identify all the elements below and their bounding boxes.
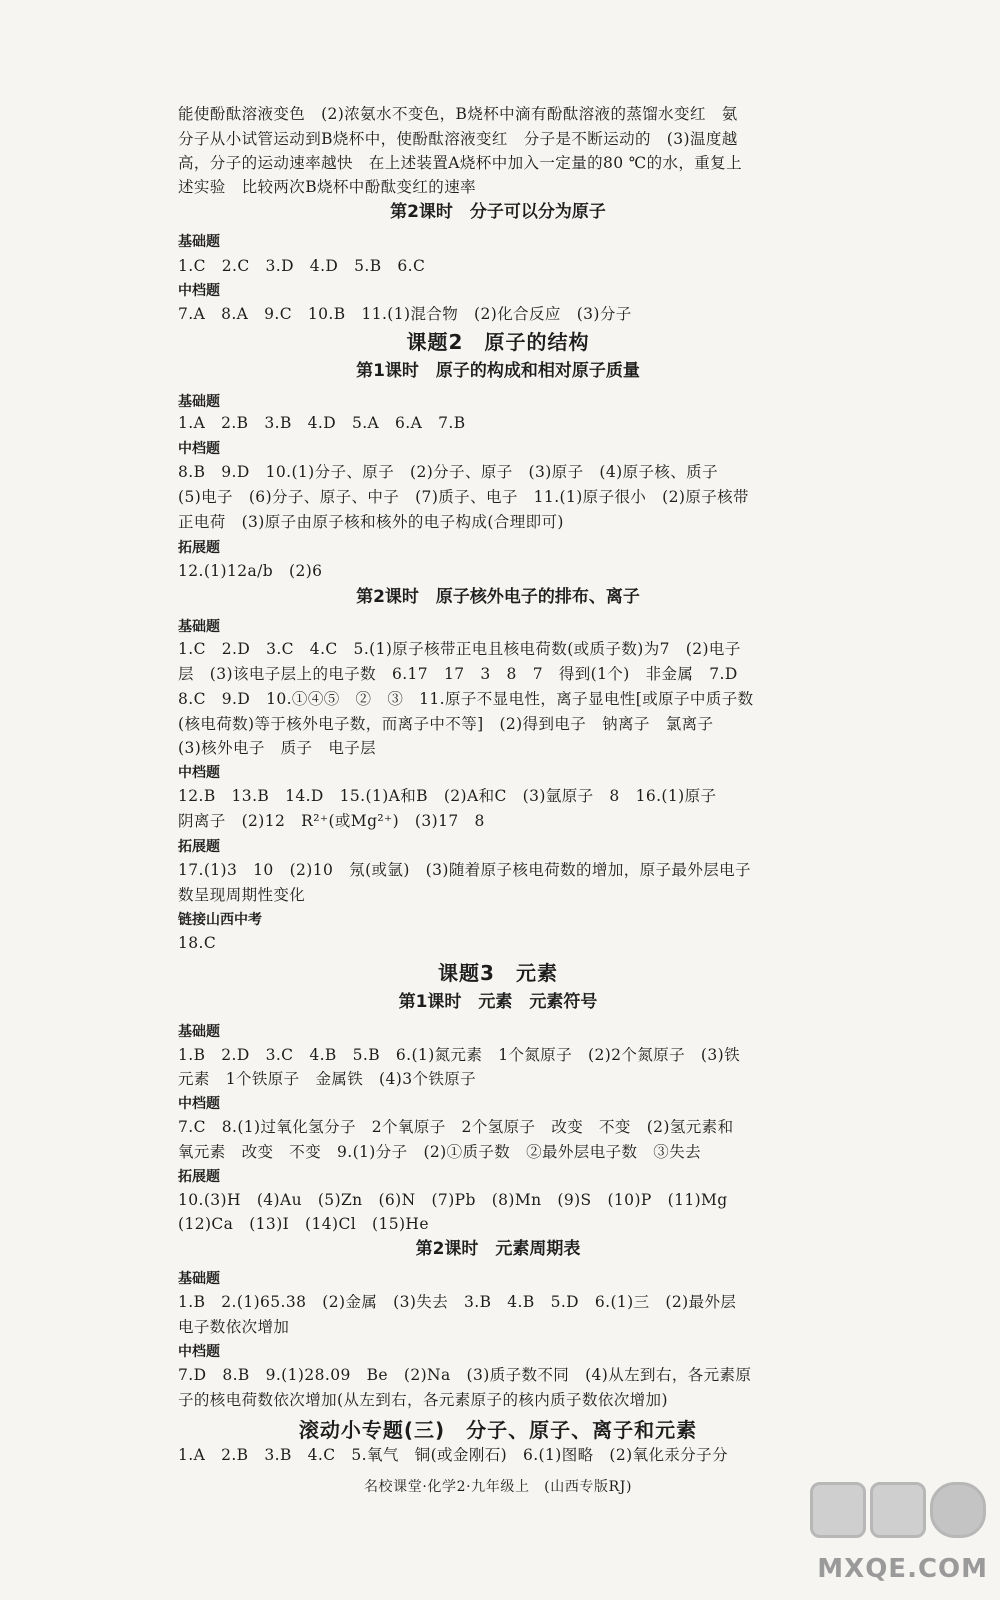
answer-line: 1.C 2.D 3.C 4.C 5.(1)原子核带正电且核电荷数(或质子数)为7 (2)电子	[178, 640, 741, 658]
answer-line: 1.A 2.B 3.B 4.C 5.氧气 铜(或金刚石) 6.(1)图略 (2)氧化汞分子分	[178, 1446, 728, 1464]
level-label: 拓展题	[178, 839, 220, 855]
watermark-mark-icon	[870, 1482, 926, 1538]
page-footer: 名校课堂·化学2·九年级上 (山西专版RJ)	[363, 1479, 633, 1495]
level-label: 中档题	[178, 283, 220, 299]
answer-line: (3)核外电子 质子 电子层	[178, 739, 377, 757]
text-line: 述实验 比较两次B烧杯中酚酞变红的速率	[178, 178, 476, 196]
text-line: 高，分子的运动速率越快 在上述装置A烧杯中加入一定量的80 ℃的水，重复上	[178, 154, 742, 172]
watermark-logo	[802, 1480, 992, 1590]
watermark-text: MXQE.COM	[817, 1554, 988, 1584]
chapter-heading: 滚动小专题(三) 分子、原子、离子和元素	[298, 1418, 698, 1442]
level-label: 基础题	[178, 394, 220, 410]
level-label: 基础题	[178, 1271, 220, 1287]
answer-line: 17.(1)3 10 (2)10 氖(或氩) (3)随着原子核电荷数的增加，原子最外层电子	[178, 861, 751, 879]
answer-line: 8.C 9.D 10.①④⑤ ② ③ 11.原子不显电性，离子显电性[或原子中质子数	[178, 690, 754, 708]
answer-line: 1.A 2.B 3.B 4.D 5.A 6.A 7.B	[178, 414, 466, 432]
level-label: 中档题	[178, 765, 220, 781]
answer-line: (核电荷数)等于核外电子数，而离子中不等] (2)得到电子 钠离子 氯离子	[178, 715, 714, 733]
answer-line: 氧元素 改变 不变 9.(1)分子 (2)①质子数 ②最外层电子数 ③失去	[178, 1143, 702, 1161]
answer-line: 1.C 2.C 3.D 4.D 5.B 6.C	[178, 257, 426, 275]
answer-line: 7.C 8.(1)过氧化氢分子 2个氧原子 2个氢原子 改变 不变 (2)氢元素和	[178, 1118, 734, 1136]
answer-line: 7.A 8.A 9.C 10.B 11.(1)混合物 (2)化合反应 (3)分子	[178, 305, 632, 323]
answer-line: 18.C	[178, 934, 217, 952]
level-label: 中档题	[178, 441, 220, 457]
answer-line: 1.B 2.D 3.C 4.B 5.B 6.(1)氮元素 1个氮原子 (2)2个氮原子 (3)铁	[178, 1046, 740, 1064]
lesson-heading: 第2课时 元素周期表	[415, 1239, 581, 1259]
lesson-heading: 第2课时 分子可以分为原子	[390, 202, 606, 222]
level-label: 基础题	[178, 1024, 220, 1040]
lesson-heading: 第2课时 原子核外电子的排布、离子	[356, 587, 640, 607]
level-label: 拓展题	[178, 1169, 220, 1185]
level-label: 中档题	[178, 1344, 220, 1360]
level-label: 基础题	[178, 234, 220, 250]
answer-line: 10.(3)H (4)Au (5)Zn (6)N (7)Pb (8)Mn (9)S (10)P (11)Mg	[178, 1191, 728, 1209]
answer-line: 数呈现周期性变化	[178, 886, 306, 904]
answer-line: 1.B 2.(1)65.38 (2)金属 (3)失去 3.B 4.B 5.D 6.(1)三 (2)最外层	[178, 1293, 737, 1311]
answer-line: 层 (3)该电子层上的电子数 6.17 17 3 8 7 得到(1个) 非金属 7.D	[178, 665, 738, 683]
answer-line: 电子数依次增加	[178, 1318, 290, 1336]
level-label: 链接山西中考	[178, 912, 262, 928]
answer-line: 12.(1)12a/b (2)6	[178, 562, 323, 580]
chapter-heading: 课题2 原子的结构	[406, 330, 590, 354]
text-line: 能使酚酞溶液变色 (2)浓氨水不变色，B烧杯中滴有酚酞溶液的蒸馏水变红 氨	[178, 105, 738, 123]
lesson-heading: 第1课时 元素 元素符号	[398, 992, 598, 1012]
level-label: 中档题	[178, 1096, 220, 1112]
answer-line: 7.D 8.B 9.(1)28.09 Be (2)Na (3)质子数不同 (4)从左到右，各元素原	[178, 1366, 752, 1384]
answer-line: 正电荷 (3)原子由原子核和核外的电子构成(合理即可)	[178, 513, 564, 531]
chapter-heading: 课题3 元素	[438, 961, 558, 985]
watermark-mark-icon	[930, 1482, 986, 1538]
answer-line: 元素 1个铁原子 金属铁 (4)3个铁原子	[178, 1070, 477, 1088]
answer-line: (12)Ca (13)I (14)Cl (15)He	[178, 1215, 429, 1233]
answer-line: 8.B 9.D 10.(1)分子、原子 (2)分子、原子 (3)原子 (4)原子核、质子	[178, 463, 718, 481]
level-label: 拓展题	[178, 540, 220, 556]
text-line: 分子从小试管运动到B烧杯中，使酚酞溶液变红 分子是不断运动的 (3)温度越	[178, 130, 738, 148]
lesson-heading: 第1课时 原子的构成和相对原子质量	[356, 361, 640, 381]
answer-line: 阴离子 (2)12 R²⁺(或Mg²⁺) (3)17 8	[178, 812, 485, 830]
watermark-mark-icon	[810, 1482, 866, 1538]
answer-line: 12.B 13.B 14.D 15.(1)A和B (2)A和C (3)氩原子 8 16.(1)原子	[178, 787, 717, 805]
level-label: 基础题	[178, 619, 220, 635]
answer-line: (5)电子 (6)分子、原子、中子 (7)质子、电子 11.(1)原子很小 (2)原子核带	[178, 488, 749, 506]
answer-line: 子的核电荷数依次增加(从左到右，各元素原子的核内质子数依次增加)	[178, 1391, 668, 1409]
